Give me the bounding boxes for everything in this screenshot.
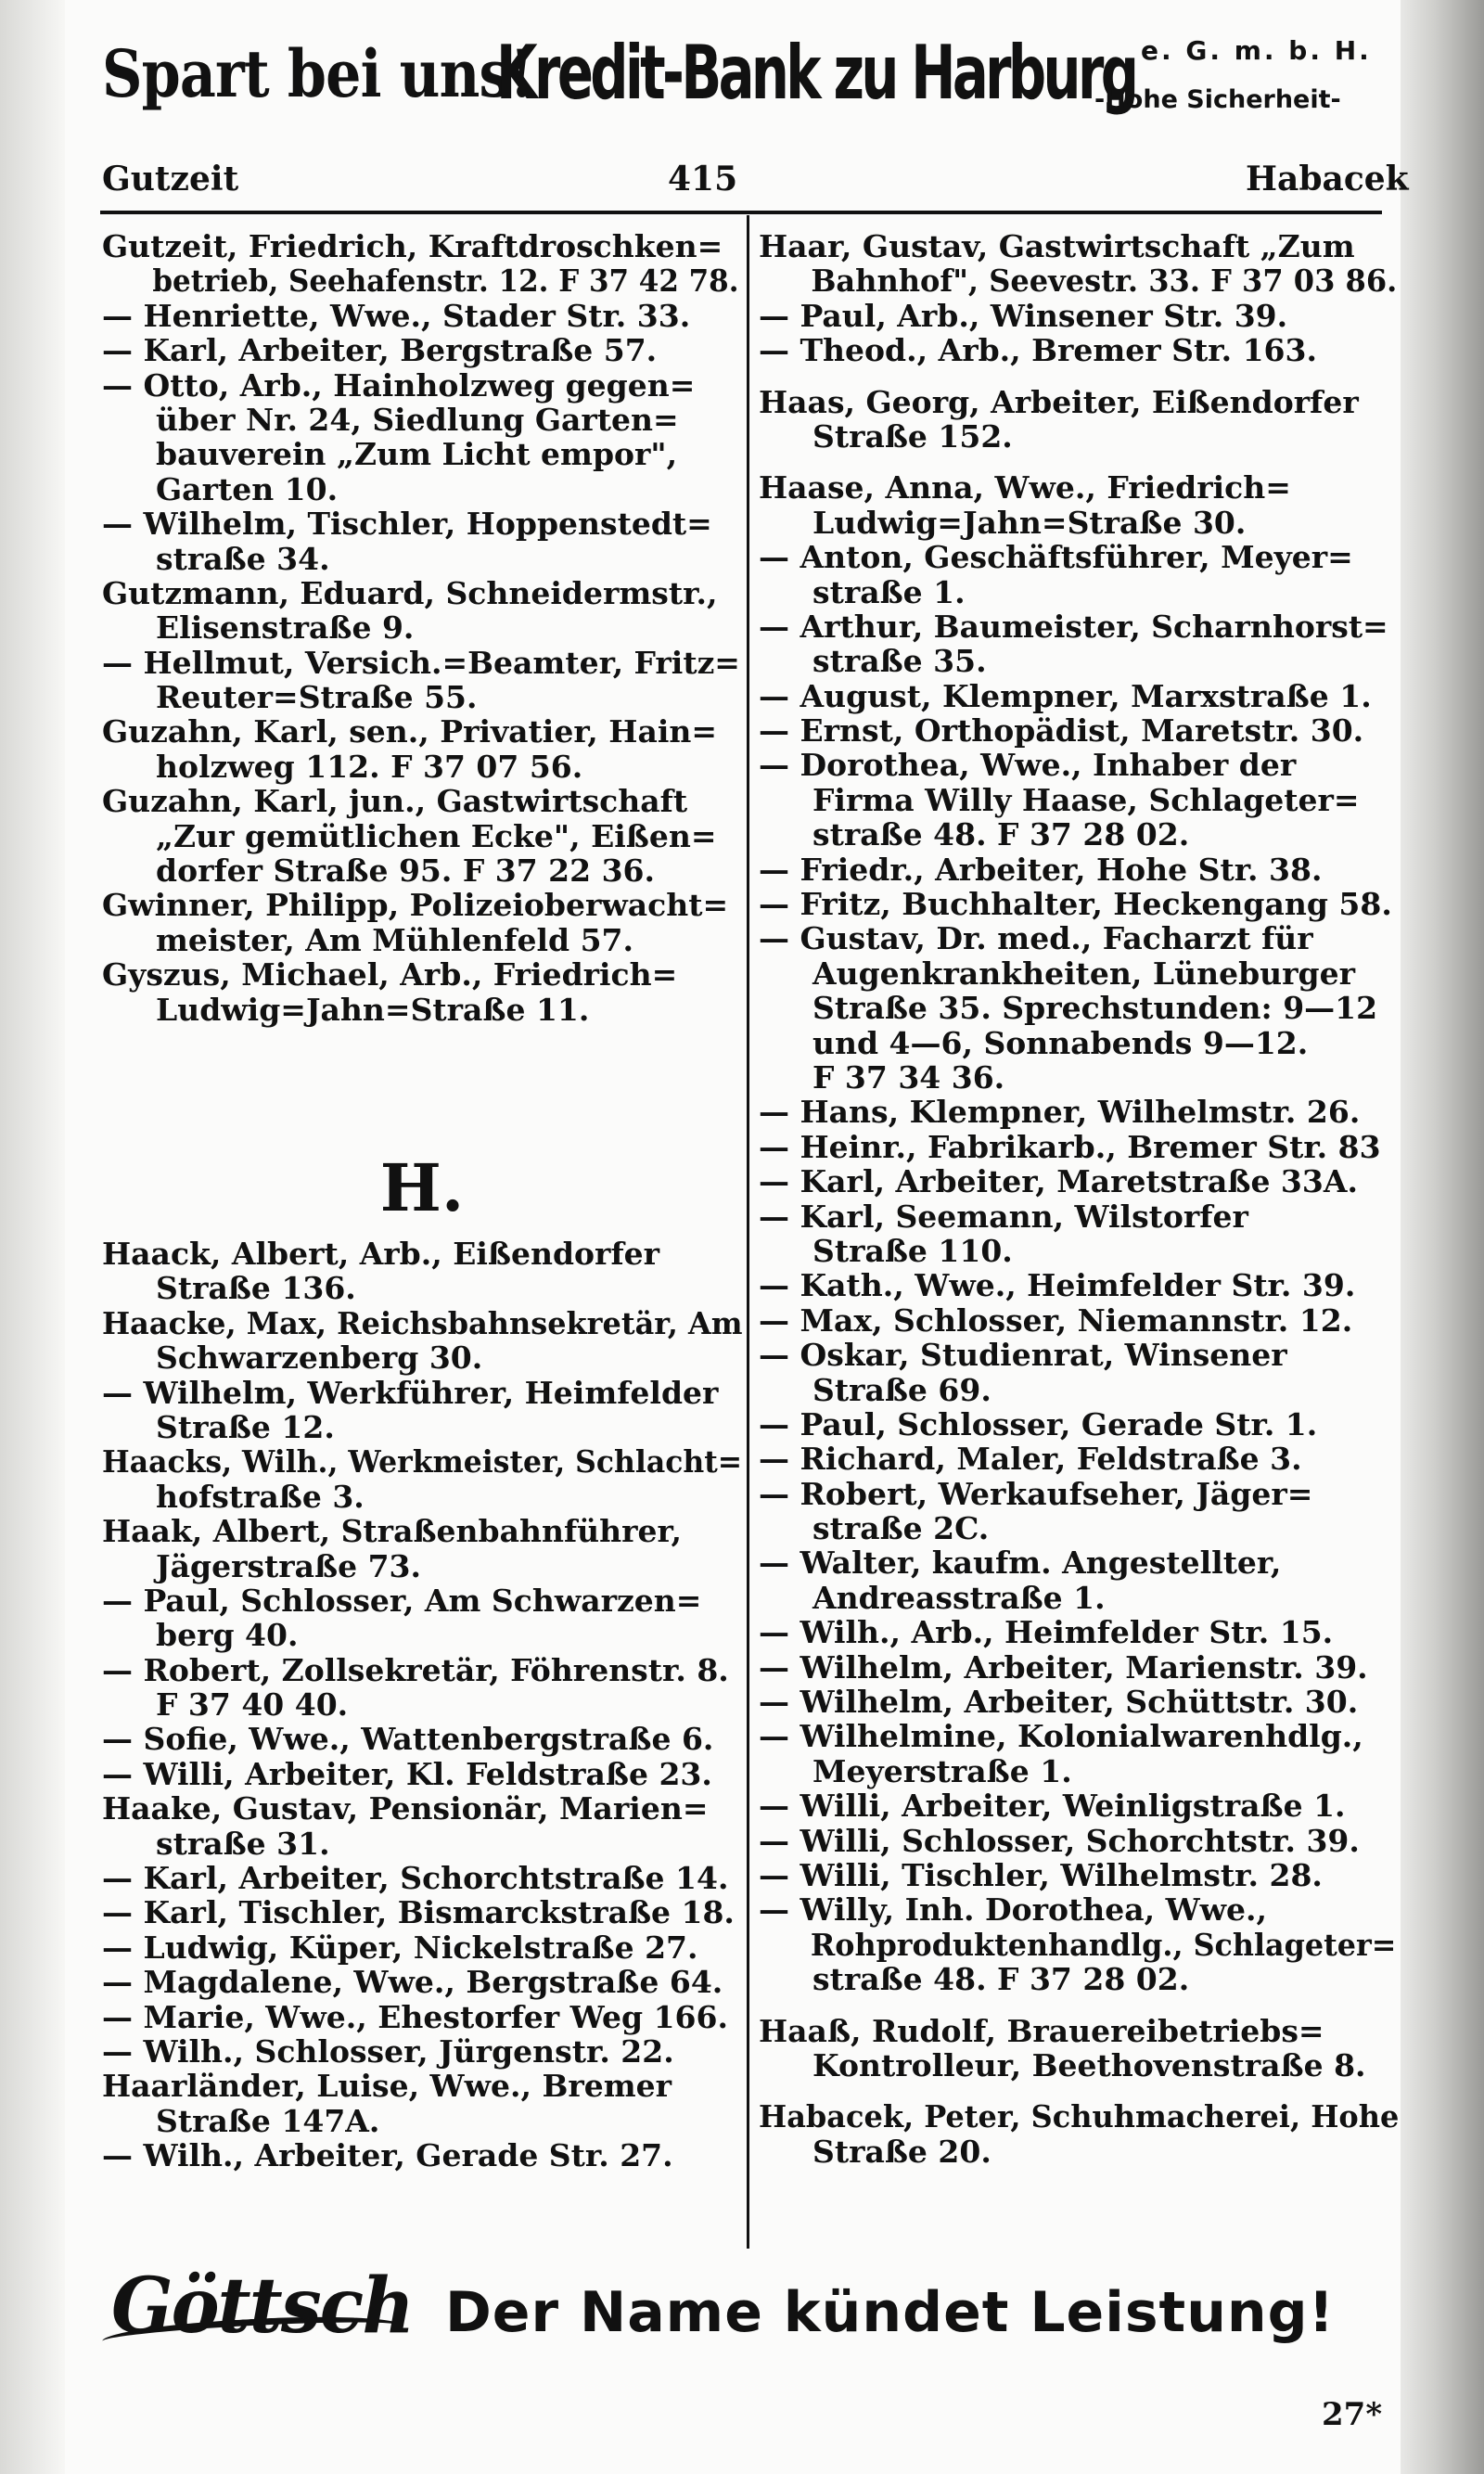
entry-continuation-line: bauverein „Zum Licht empor", (156, 436, 678, 473)
entry-continuation-line: straße 1. (812, 573, 966, 610)
entry-continuation-line: F 37 40 40. (156, 1686, 349, 1724)
ad-claim: -Hohe Sicherheit- (1094, 85, 1341, 114)
entry-first-line: — Friedr., Arbeiter, Hohe Str. 38. (759, 851, 1323, 888)
directory-entry (759, 2099, 1399, 2169)
entry-first-line: Haak, Albert, Straßenbahnführer, (102, 1513, 682, 1550)
entry-first-line: — Oskar, Studienrat, Winsener (759, 1337, 1287, 1374)
entry-continuation-line: straße 48. F 37 28 02. (812, 816, 1190, 853)
column-divider (747, 215, 749, 2249)
directory-entry (102, 1514, 742, 1583)
ad-bank-name: Kredit-Bank zu Harburg (496, 30, 1136, 116)
ad-logo-text: Göttsch (111, 2262, 414, 2351)
entry-first-line: — Gustav, Dr. med., Facharzt für (759, 920, 1313, 957)
top-advertisement (102, 28, 1382, 130)
entry-continuation-line: meister, Am Mühlenfeld 57. (156, 921, 633, 958)
entry-first-line: — Paul, Schlosser, Gerade Str. 1. (759, 1405, 1318, 1442)
entry-first-line: Habacek, Peter, Schuhmacherei, Hohe (759, 2098, 1400, 2135)
entry-first-line: — Willi, Schlosser, Schorchtstr. 39. (759, 1822, 1360, 1859)
directory-entry (759, 1650, 1399, 1685)
entry-first-line: — Walter, kaufm. Angestellter, (759, 1545, 1282, 1582)
entry-first-line: — Robert, Zollsekretär, Föhrenstr. 8. (102, 1651, 729, 1688)
entry-continuation-line: Augenkrankheiten, Lüneburger (812, 955, 1355, 992)
entry-first-line: — Wilhelmine, Kolonialwarenhdlg., (759, 1718, 1363, 1755)
entry-first-line: Haaß, Rudolf, Brauereibetriebs= (759, 2012, 1324, 2049)
directory-entry (102, 1444, 742, 1514)
entry-first-line: Haar, Gustav, Gastwirtschaft „Zum (759, 228, 1355, 264)
entry-continuation-line: Meyerstraße 1. (812, 1752, 1072, 1789)
directory-entry (759, 1788, 1399, 1823)
entry-first-line: — Karl, Seemann, Wilstorfer (759, 1198, 1248, 1235)
directory-entry (759, 1095, 1399, 1129)
directory-entry (759, 1824, 1399, 1858)
entry-first-line: Guzahn, Karl, sen., Privatier, Hain= (102, 713, 718, 750)
entry-first-line: — Marie, Wwe., Ehestorfer Weg 166. (102, 1998, 728, 2035)
entry-first-line: — Anton, Geschäftsführer, Meyer= (759, 539, 1353, 576)
entry-first-line: Gutzmann, Eduard, Schneidermstr., (102, 574, 718, 611)
entry-continuation-line: holzweg 112. F 37 07 56. (156, 748, 583, 785)
entry-first-line: Gutzeit, Friedrich, Kraftdroschken= (102, 228, 723, 264)
entry-first-line: — Wilhelm, Arbeiter, Schüttstr. 30. (759, 1684, 1359, 1721)
ad-logo (102, 2262, 414, 2364)
entry-first-line: — Ludwig, Küper, Nickelstraße 27. (102, 1929, 698, 1966)
directory-entry (102, 888, 742, 957)
entry-first-line: — Karl, Tischler, Bismarckstraße 18. (102, 1894, 735, 1931)
directory-entry (102, 1653, 742, 1723)
directory-entry (759, 1719, 1399, 1788)
entry-continuation-line: Straße 12. (156, 1408, 335, 1445)
entry-first-line: — Willy, Inh. Dorothea, Wwe., (759, 1891, 1268, 1929)
directory-entry (759, 1268, 1399, 1302)
ad-slogan: Spart bei uns! (102, 35, 534, 112)
directory-entry (759, 470, 1399, 540)
directory-entry (102, 1306, 742, 1376)
entry-continuation-line: Straße 35. Sprechstunden: 9—12 (812, 990, 1378, 1027)
entry-continuation-line: Garten 10. (156, 470, 339, 507)
entry-first-line: — Wilh., Schlosser, Jürgenstr. 22. (102, 2032, 674, 2070)
directory-entry (759, 1545, 1399, 1615)
entry-first-line: Haack, Albert, Arb., Eißendorfer (102, 1235, 660, 1272)
entry-continuation-line: „Zur gemütlichen Ecke", Eißen= (156, 817, 717, 854)
entry-first-line: — Kath., Wwe., Heimfelder Str. 39. (759, 1267, 1356, 1304)
entry-first-line: — Willi, Tischler, Wilhelmstr. 28. (759, 1856, 1323, 1893)
entry-continuation-line: straße 31. (156, 1825, 330, 1862)
directory-entry (759, 921, 1399, 1095)
directory-entry (102, 333, 742, 367)
entry-continuation-line: Bahnhof", Seevestr. 33. F 37 03 86. (811, 263, 1398, 300)
entry-continuation-line: Straße 69. (812, 1371, 991, 1408)
entry-first-line: — Wilh., Arbeiter, Gerade Str. 27. (102, 2137, 673, 2174)
entry-continuation-line: über Nr. 24, Siedlung Garten= (156, 401, 679, 438)
directory-entry (759, 609, 1399, 679)
directory-entry (102, 784, 742, 888)
entry-continuation-line: straße 2C. (812, 1510, 990, 1547)
entry-first-line: Haas, Georg, Arbeiter, Eißendorfer (759, 383, 1359, 420)
entry-continuation-line: straße 34. (156, 540, 330, 577)
directory-entry (759, 1442, 1399, 1476)
directory-entry (759, 1477, 1399, 1546)
directory-entry (759, 333, 1399, 367)
entry-continuation-line: Kontrolleur, Beethovenstraße 8. (812, 2046, 1366, 2083)
directory-entry (759, 385, 1399, 455)
entry-continuation-line: F 37 34 36. (812, 1058, 1005, 1096)
entry-continuation-line: und 4—6, Sonnabends 9—12. (812, 1024, 1309, 1061)
directory-entry (759, 1130, 1399, 1164)
ad-slogan-bottom: Der Name kündet Leistung! (445, 2280, 1335, 2345)
entry-first-line: — Henriette, Wwe., Stader Str. 33. (102, 297, 691, 334)
directory-entry (102, 1583, 742, 1653)
entry-gap (759, 454, 1399, 470)
entry-continuation-line: Ludwig=Jahn=Straße 11. (156, 991, 590, 1028)
entry-continuation-line: Straße 110. (812, 1232, 1013, 1269)
sheet-signature: 27* (1322, 2396, 1383, 2433)
entry-continuation-line: berg 40. (156, 1617, 299, 1654)
page-number: 415 (668, 160, 738, 199)
directory-entry (102, 1722, 742, 1756)
entry-first-line: — Fritz, Buchhalter, Heckengang 58. (759, 886, 1392, 923)
directory-entry (102, 1895, 742, 1929)
entry-continuation-line: Firma Willy Haase, Schlageter= (812, 781, 1360, 818)
page-right-edge-shadow (1401, 0, 1484, 2474)
entry-continuation-line: hofstraße 3. (156, 1478, 365, 1515)
entry-first-line: — Robert, Werkaufseher, Jäger= (759, 1475, 1313, 1512)
ad-legal-form: e. G. m. b. H. (1141, 35, 1372, 66)
entry-continuation-line: Rohproduktenhandlg., Schlageter= (810, 1926, 1397, 1963)
entry-first-line: Haake, Gustav, Pensionär, Marien= (102, 1790, 709, 1827)
directory-entry (759, 229, 1399, 299)
entry-continuation-line: Andreasstraße 1. (812, 1579, 1106, 1616)
entry-gap (759, 1997, 1399, 2014)
directory-entry (102, 576, 742, 646)
entry-first-line: Haarländer, Luise, Wwe., Bremer (102, 2068, 672, 2105)
entry-first-line: — Otto, Arb., Hainholzweg gegen= (102, 366, 696, 404)
directory-entry (759, 1858, 1399, 1892)
entry-first-line: — Hans, Klempner, Wilhelmstr. 26. (759, 1094, 1361, 1131)
directory-entry (759, 2014, 1399, 2083)
entry-first-line: — Wilhelm, Arbeiter, Marienstr. 39. (759, 1648, 1368, 1686)
entry-continuation-line: Schwarzenberg 30. (156, 1340, 483, 1377)
directory-entry (102, 229, 742, 299)
entry-first-line: — Ernst, Orthopädist, Maretstr. 30. (759, 712, 1364, 750)
directory-entry (102, 1930, 742, 1965)
entry-first-line: — Paul, Arb., Winsener Str. 39. (759, 297, 1288, 334)
entry-first-line: — Wilhelm, Tischler, Hoppenstedt= (102, 506, 712, 543)
right-column (759, 229, 1399, 2169)
directory-entry (759, 679, 1399, 713)
directory-entry (102, 2034, 742, 2069)
entry-continuation-line: dorfer Straße 95. F 37 22 36. (156, 852, 655, 890)
directory-entry (759, 1615, 1399, 1649)
running-header-left: Gutzeit (102, 160, 239, 199)
directory-entry (102, 2069, 742, 2138)
entry-first-line: Haacke, Max, Reichsbahnsekretär, Am (102, 1304, 743, 1341)
directory-entry (102, 299, 742, 333)
entry-first-line: — Paul, Schlosser, Am Schwarzen= (102, 1582, 702, 1619)
entry-first-line: Gwinner, Philipp, Polizeioberwacht= (102, 887, 729, 924)
directory-entry (759, 299, 1399, 333)
entry-first-line: — Magdalene, Wwe., Bergstraße 64. (102, 1964, 723, 2001)
directory-entry (102, 1757, 742, 1791)
entry-continuation-line: Straße 20. (812, 2133, 991, 2170)
directory-entry (102, 1376, 742, 1445)
entry-first-line: — Wilhelm, Werkführer, Heimfelder (102, 1374, 719, 1411)
entry-first-line: — Hellmut, Versich.=Beamter, Fritz= (102, 644, 740, 681)
directory-entry (759, 1338, 1399, 1407)
entry-first-line: — Richard, Maler, Feldstraße 3. (759, 1441, 1302, 1478)
directory-entry (759, 1164, 1399, 1199)
section-letter: H. (379, 1148, 465, 1226)
directory-entry (759, 1892, 1399, 1996)
directory-entry (759, 887, 1399, 921)
entry-first-line: — Theod., Arb., Bremer Str. 163. (759, 332, 1317, 369)
directory-entry (102, 2138, 742, 2173)
left-column (102, 229, 742, 2173)
entry-continuation-line: Straße 147A. (156, 2102, 380, 2139)
directory-entry (759, 748, 1399, 852)
directory-entry (759, 1303, 1399, 1338)
entry-first-line: — Dorothea, Wwe., Inhaber der (759, 747, 1297, 784)
entry-first-line: — Max, Schlosser, Niemannstr. 12. (759, 1301, 1353, 1339)
entry-first-line: Gyszus, Michael, Arb., Friedrich= (102, 956, 678, 993)
entry-first-line: — Willi, Arbeiter, Kl. Feldstraße 23. (102, 1755, 712, 1792)
directory-entry (759, 540, 1399, 609)
directory-entry (102, 646, 742, 715)
directory-entry (102, 1965, 742, 1999)
entry-first-line: — Karl, Arbeiter, Maretstraße 33A. (759, 1163, 1358, 1200)
bottom-advertisement (102, 2262, 1391, 2364)
entry-continuation-line: Jägerstraße 73. (156, 1547, 422, 1584)
entry-first-line: — Sofie, Wwe., Wattenbergstraße 6. (102, 1721, 714, 1758)
entry-continuation-line: straße 48. F 37 28 02. (812, 1961, 1190, 1998)
entry-first-line: Haacks, Wilh., Werkmeister, Schlacht= (102, 1443, 743, 1481)
entry-continuation-line: betrieb, Seehafenstr. 12. F 37 42 78. (152, 263, 739, 300)
running-header-right: Habacek (1246, 160, 1409, 199)
entry-first-line: — Karl, Arbeiter, Schorchtstraße 14. (102, 1860, 729, 1897)
entry-first-line: — August, Klempner, Marxstraße 1. (759, 677, 1372, 714)
entry-continuation-line: Ludwig=Jahn=Straße 30. (812, 504, 1247, 541)
entry-first-line: — Heinr., Fabrikarb., Bremer Str. 83 (759, 1128, 1381, 1165)
entry-gap (759, 368, 1399, 385)
entry-continuation-line: straße 35. (812, 643, 987, 680)
entry-first-line: — Karl, Arbeiter, Bergstraße 57. (102, 332, 658, 369)
entry-continuation-line: Straße 136. (156, 1270, 356, 1307)
directory-entry (102, 1237, 742, 1306)
directory-entry (102, 957, 742, 1027)
entry-continuation-line: Elisenstraße 9. (156, 609, 415, 647)
directory-entry (102, 1861, 742, 1895)
directory-entry (102, 714, 742, 784)
entry-continuation-line: Reuter=Straße 55. (156, 679, 478, 716)
page-left-edge-shadow (0, 0, 65, 2474)
entry-gap (759, 2083, 1399, 2099)
directory-entry (102, 368, 742, 507)
directory-entry (759, 852, 1399, 887)
entry-first-line: — Arthur, Baumeister, Scharnhorst= (759, 608, 1388, 645)
entry-continuation-line: Straße 152. (812, 417, 1013, 455)
entry-first-line: — Willi, Arbeiter, Weinligstraße 1. (759, 1788, 1346, 1825)
entry-first-line: — Wilh., Arb., Heimfelder Str. 15. (759, 1614, 1334, 1651)
directory-entry (102, 2000, 742, 2034)
directory-entry (102, 506, 742, 576)
directory-entry (102, 1791, 742, 1861)
entry-first-line: Haase, Anna, Wwe., Friedrich= (759, 469, 1291, 506)
directory-entry (759, 713, 1399, 748)
directory-entry (759, 1685, 1399, 1719)
entry-first-line: Guzahn, Karl, jun., Gastwirtschaft (102, 783, 688, 820)
directory-entry (759, 1199, 1399, 1269)
directory-entry (759, 1407, 1399, 1442)
header-rule (100, 211, 1382, 214)
